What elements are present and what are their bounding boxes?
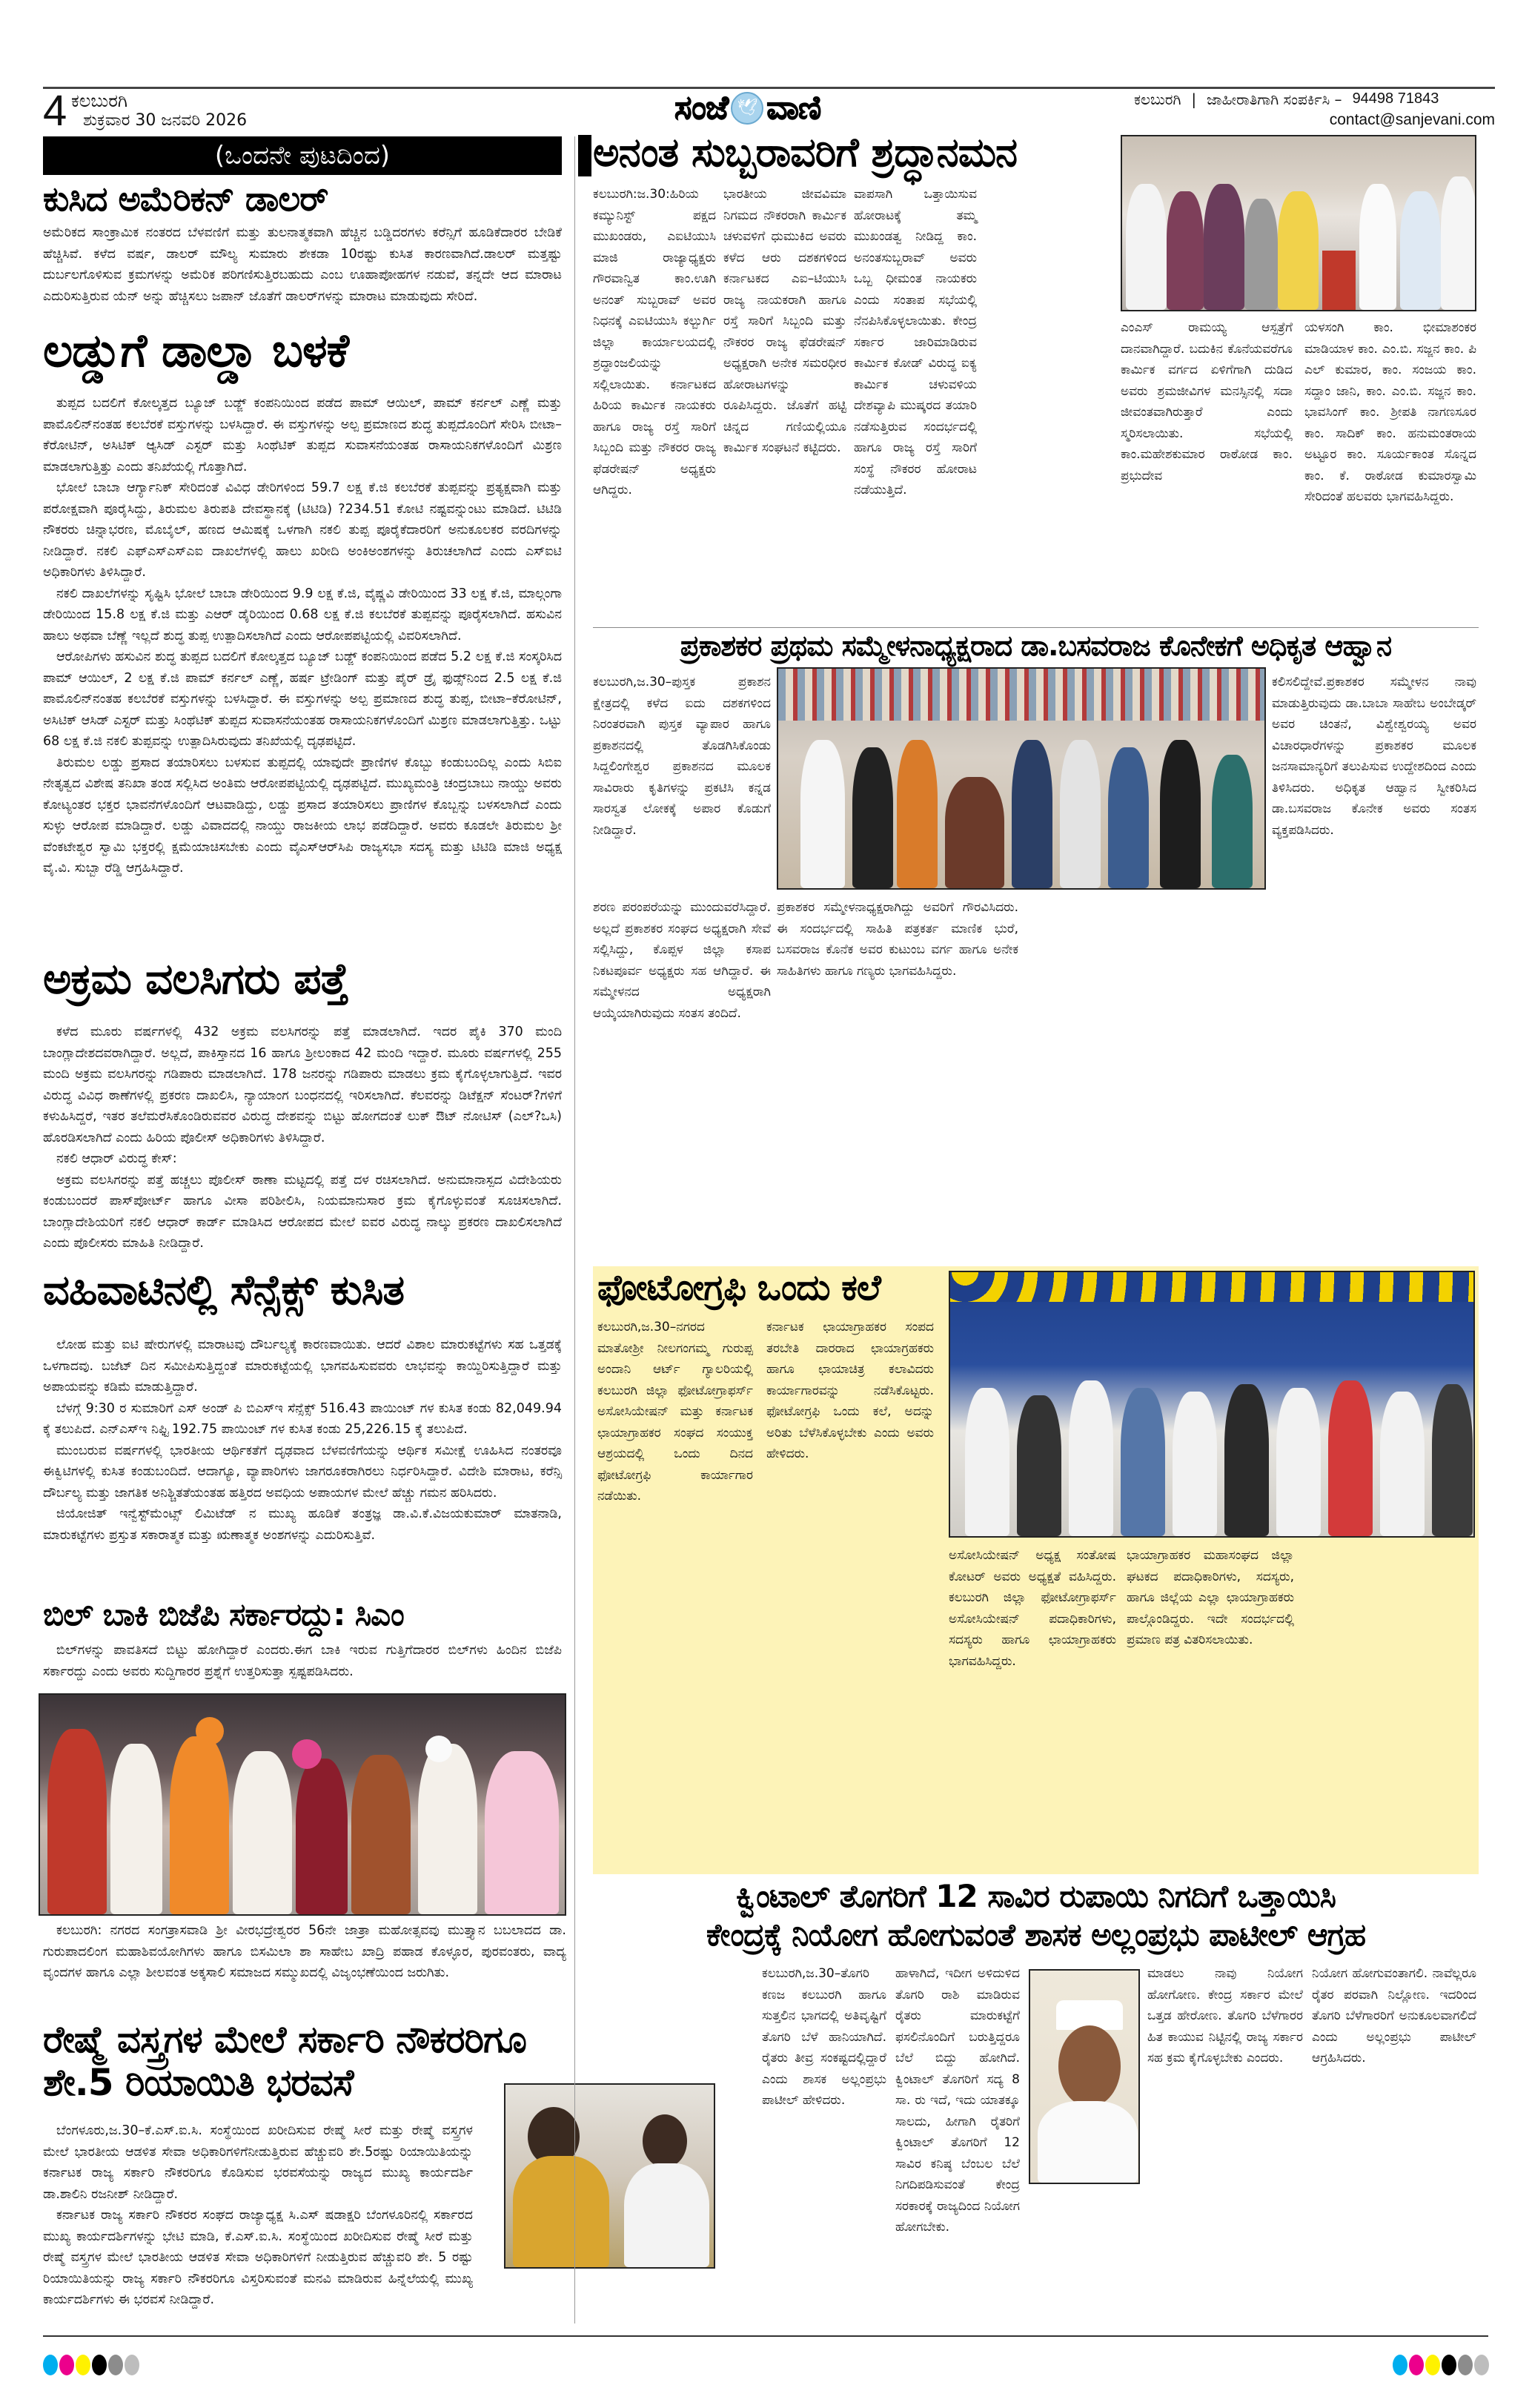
section-rule [593, 627, 1479, 628]
issue-date: ಶುಕ್ರವಾರ 30 ಜನವರಿ 2026 [83, 111, 248, 130]
migrants-p2: ಅಕ್ರಮ ವಲಸಿಗರನ್ನು ಪತ್ತೆ ಹಚ್ಚಲು ಪೊಲೀಸ್ ಠಾಣಾ ಮಟ್ಟದಲ್ಲಿ ಪತ್ತೆ ದಳ ರಚಿಸಲಾಗಿದೆ. ಅನುಮಾನಾಸ್ಪದ ವಿದೇಶಿಯರು ಕಂಡುಬಂದರೆ ಪಾಸ್‌ಪೋರ್ಟ್ ಹಾಗೂ ವೀಸಾ ಪರಿಶೀಲಿಸಿ, ನಿಯಮಾನುಸಾರ ಕ್ರಮ ಕೈಗೊಳ್ಳುವಂತೆ ಸೂಚಿಸಲಾಗಿದೆ. ಬಾಂಗ್ಲಾದೇಶಿಯರಿಗೆ ನಕಲಿ ಆಧಾರ್ ಕಾರ್ಡ್ ಮಾಡಿಸಿದ ಆರೋಪದ ಮೇಲೆ ಐವರ ವಿರುದ್ಧ ನಾಲ್ಕು ಪ್ರಕರಣ ದಾಖಲಿಸಲಾಗಿದೆ ಎಂದು ಪೊಲೀಸರು ಮಾಹಿತಿ ನೀಡಿದ್ದಾರೆ. [43, 1172, 562, 1251]
black-swatch [1442, 2355, 1456, 2375]
laddu-p2: ಭೋಲೆ ಬಾಬಾ ಆರ್ಗ್ಯಾನಿಕ್ ಸೇರಿದಂತೆ ವಿವಿಧ ಡೇರಿಗಳಿಂದ 59.7 ಲಕ್ಷ ಕೆ.ಜಿ ಕಲಬೆರಕೆ ತುಪ್ಪವನ್ನು ಪ್ರತ್ಯಕ್ಷವಾಗಿ ಮತ್ತು ಪರೋಕ್ಷವಾಗಿ ಪೂರೈಸಿದ್ದು, ತಿರುಮಲ ತಿರುಪತಿ ದೇವಸ್ಥಾನಕ್ಕೆ (ಟಿಟಿಡಿ) ?234.51 ಕೋಟಿ ನಷ್ಟವನ್ನುಂಟು ಮಾಡಿದೆ. ಟಿಟಿಡಿ ನೌಕರರು ಚಿನ್ನಾಭರಣ, ಮೊಬೈಲ್, ಹಣದ ಆಮಿಷಕ್ಕೆ ಒಳಗಾಗಿ ನಕಲಿ ತುಪ್ಪ ಪೂರೈಕೆದಾರರಿಗೆ ಅನುಕೂಲಕರ ವರದಿಗಳನ್ನು ನೀಡಿದ್ದಾರೆ. ನಕಲಿ ಎಫ್‌ಎಸ್‌ಎಸ್‌ಎಐ ದಾಖಲೆಗಳಲ್ಲಿ ಹಾಲು ಖರೀದಿ ಅಂಕಿಅಂಶಗಳನ್ನು ತಿರುಚಲಾಗಿದೆ ಎಂದು ಎಸ್‌ಐಟಿ ಅಧಿಕಾರಿಗಳು ತಿಳಿಸಿದ್ದಾರೆ. [43, 480, 562, 580]
publisher-col1: ಕಲಬುರಗಿ,ಜ.30–ಪುಸ್ತಕ ಪ್ರಕಾಶನ ಕ್ಷೇತ್ರದಲ್ಲಿ ಕಳೆದ ಐದು ದಶಕಗಳಿಂದ ನಿರಂತರವಾಗಿ ಪುಸ್ತಕ ವ್ಯಾಪಾರ ಹಾಗೂ ಪ್ರಕಾಶನದಲ್ಲಿ ತೊಡಗಿಸಿಕೊಂಡು ಸಿದ್ದಲಿಂಗೇಶ್ವರ ಪ್ರಕಾಶನದ ಮೂಲಕ ಸಾವಿರಾರು ಕೃತಿಗಳನ್ನು ಪ್ರಕಟಿಸಿ ಕನ್ನಡ ಸಾರಸ್ವತ ಲೋಕಕ್ಕೆ ಅಪಾರ ಕೊಡುಗೆ ನೀಡಿದ್ದಾರೆ. [593, 675, 771, 838]
migrants-subhead: ನಕಲಿ ಆಧಾರ್ ವಿರುದ್ಧ ಕೇಸ್: [56, 1151, 177, 1166]
laddu-p4: ಆರೋಪಿಗಳು ಹಸುವಿನ ಶುದ್ಧ ತುಪ್ಪದ ಬದಲಿಗೆ ಕೋಲ್ಕತ್ತದ ಬ್ಯೂಜ್ ಬಡ್ಜ್ ಕಂಪನಿಯಿಂದ ಪಡೆದ 5.2 ಲಕ್ಷ ಕೆ.ಜಿ ಸಂಸ್ಕರಿಸಿದ ಪಾಮ್ ಆಯಿಲ್, 2 ಲಕ್ಷ ಕೆ.ಜಿ ಪಾಮ್ ಕರ್ನಲ್ ಎಣ್ಣೆ, ಹರ್ಷ ಟ್ರೇಡಿಂಗ್ ಮತ್ತು ಪೈರ್ ಡ್ರೈ ಫುಡ್ಸ್‌ನಿಂದ 2.5 ಲಕ್ಷ ಕೆ.ಜಿ ಪಾಮೊಲಿನ್‌ನಂತಹ ಕಲಬೆರಕೆ ವಸ್ತುಗಳನ್ನು ಬಳಸಿದ್ದಾರೆ. ಈ ವಸ್ತುಗಳನ್ನು ಅಲ್ಪ ಪ್ರಮಾಣದ ಶುದ್ಧ ತುಪ್ಪ, ಬೀಟಾ–ಕೆರೋಟಿನ್, ಅಸಿಟಿಕ್ ಆಸಿಡ್ ಎಸ್ಟರ್ ಮತ್ತು ಸಿಂಥೆಟಿಕ್ ತುಪ್ಪದ ಸುವಾಸನೆಯಂತಹ ರಾಸಾಯನಿಕಗಳೊಂದಿಗೆ ಮಿಶ್ರಣ ಮಾಡಲಾಗುತ್ತಿತ್ತು. ಒಟ್ಟು 68 ಲಕ್ಷ ಕೆ.ಜಿ ನಕಲಿ ತುಪ್ಪವನ್ನು ಉತ್ಪಾದಿಸಿರುವುದು ತನಿಖೆಯಲ್ಲಿ ದೃಢಪಟ್ಟಿದೆ. [43, 649, 562, 749]
magenta-swatch [59, 2355, 74, 2375]
contact-bar [1134, 90, 1439, 108]
sensex-p2: ಬೆಳಗ್ಗೆ 9:30 ರ ಸುಮಾರಿಗೆ ಎಸ್ ಅಂಡ್ ಪಿ ಬಿಎಸ್‌ಇ ಸೆನ್ಸೆಕ್ಸ್ 516.43 ಪಾಯಿಂಟ್ ಗಳ ಕುಸಿತ ಕಂಡು 82,049.94 ಕ್ಕೆ ತಲುಪಿದೆ. ಎನ್‌ಎಸ್‌ಇ ನಿಫ್ಟಿ 192.75 ಪಾಯಿಂಟ್ ಗಳ ಕುಸಿತ ಕಂಡು 25,226.15 ಕ್ಕೆ ತಲುಪಿದೆ. [43, 1400, 562, 1437]
yellow-swatch [1425, 2355, 1440, 2375]
ananth-col5: ಯಳಸಂಗಿ ಕಾಂ. ಭೀಮಾಶಂಕರ ಮಾಡಿಯಾಳ ಕಾಂ. ಎಂ.ಬಿ. ಸಜ್ಜನ ಕಾಂ. ಪಿ ಎಲ್ ಕುಮಾರ, ಕಾಂ. ಸಂಜಯ ಕಾಂ. ಸದ್ದಾಂ ಜಾನಿ, ಕಾಂ. ಎಂ.ಬಿ. ಸಜ್ಜನ ಕಾಂ. ಭಾವಸಿಂಗ್ ಕಾಂ. ಶ್ರೀಪತಿ ನಾಗಣಸೂರ ಕಾಂ. ಸಾದಿಕ್ ಕಾಂ. ಹನುಮಂತರಾಯ ಅಟ್ಟೂರ ಕಾಂ. ಸೂರ್ಯಕಾಂತ ಸೊನ್ನದ ಕಾಂ. ಕೆ. ರಾಠೋಡ ಕುಮಾರಸ್ವಾಮಿ ಸೇರಿದಂತೆ ಹಲವರು ಭಾಗವಹಿಸಿದ್ದರು. [1304, 320, 1476, 504]
edition-city: ಕಲಬುರಗಿ [71, 90, 128, 111]
publisher-col2: ಶರಣ ಪರಂಪರೆಯನ್ನು ಮುಂದುವರೆಸಿದ್ದಾರೆ. ಅಲ್ಲದೆ ಪ್ರಕಾಶಕರ ಸಂಘದ ಅಧ್ಯಕ್ಷರಾಗಿ ಸೇವೆ ಸಲ್ಲಿಸಿದ್ದು, ಕೊಪ್ಪಳ ಜಿಲ್ಲಾ ಕಸಾಪ ನಿಕಟಪೂರ್ವ ಅಧ್ಯಕ್ಷರು ಸಹ ಆಗಿದ್ದಾರೆ. ಈ ಸಮ್ಮೇಳನದ ಅಧ್ಯಕ್ಷರಾಗಿ ಆಯ್ಕೆಯಾಗಿರುವುದು ಸಂತಸ ತಂದಿದೆ. [593, 900, 771, 1021]
togari-col2: ಹಾಳಾಗಿದೆ, ಇದೀಗ ಅಳಿದುಳಿದ ತೊಗರಿ ರಾಶಿ ಮಾಡಿರುವ ರೈತರು ಮಾರುಕಟ್ಟೆಗೆ ಫಸಲಿನೊಂದಿಗೆ ಬರುತ್ತಿದ್ದರೂ ಬೆಲೆ ಬಿದ್ದು ಹೋಗಿದೆ. ಕ್ವಿಂಟಾಲ್ ತೊಗರಿಗೆ ಸದ್ಯ 8 ಸಾ. ರು ಇದೆ, ಇದು ಯಾತಕ್ಕೂ ಸಾಲದು, ಹೀಗಾಗಿ ರೈತರಿಗೆ ಕ್ವಿಂಟಾಲ್ ತೊಗರಿಗೆ 12 ಸಾವಿರ ಕನಿಷ್ಠ ಬೆಂಬಲ ಬೆಲೆ ನಿಗದಿಪಡಿಸುವಂತೆ ಕೇಂದ್ರ ಸರಕಾರಕ್ಕೆ ರಾಜ್ಯದಿಂದ ನಿಯೋಗ ಹೋಗಬೇಕು. [895, 1966, 1020, 2235]
right-city: ಕಲಬುರಗಿ [1134, 90, 1181, 108]
black-swatch [92, 2355, 107, 2375]
newspaper-logo [674, 89, 820, 127]
officials-photo [504, 2083, 715, 2269]
laddu-p1: ತುಪ್ಪದ ಬದಲಿಗೆ ಕೋಲ್ಕತ್ತದ ಬ್ಯೂಜ್ ಬಡ್ಜ್ ಕಂಪನಿಯಿಂದ ಪಡೆದ ಪಾಮ್ ಆಯಿಲ್, ಪಾಮ್ ಕರ್ನಲ್ ಎಣ್ಣೆ ಮತ್ತು ಪಾಮೊಲಿನ್‌ನಂತಹ ಕಲಬೆರಕೆ ವಸ್ತುಗಳನ್ನು ಬಳಸಿದ್ದಾರೆ. ಈ ವಸ್ತುಗಳನ್ನು ಅಲ್ಪ ಪ್ರಮಾಣದ ಶುದ್ಧ ತುಪ್ಪದೊಂದಿಗೆ ಸೇರಿಸಿ ಬೀಟಾ–ಕೆರೋಟಿನ್, ಅಸಿಟಿಕ್ ಆ್ಯಸಿಡ್ ಎಸ್ಟರ್ ಮತ್ತು ಸಿಂಥೆಟಿಕ್ ತುಪ್ಪದ ಸುವಾಸನೆಯಂತಹ ರಾಸಾಯನಿಕಗಳೊಂದಿಗೆ ಮಿಶ್ರಣ ಮಾಡಲಾಗುತ್ತಿತ್ತು ಎಂದು ತನಿಖೆಯಲ್ಲಿ ಗೊತ್ತಾಗಿದೆ. [43, 396, 562, 474]
lightgray-swatch [1474, 2355, 1489, 2375]
gray-swatch [1458, 2355, 1473, 2375]
ananth-col3: ವಾಪಸಾಗಿ ಒತ್ತಾಯಿಸುವ ಹೋರಾಟಕ್ಕೆ ತಮ್ಮ ಮುಖಂಡತ್ವ ನೀಡಿದ್ದ ಕಾಂ. ಅನಂತಸುಬ್ಬರಾವ್ ಅವರು ಒಬ್ಬ ಧೀಮಂತ ನಾಯಕರು ಎಂದು ಸಂತಾಪ ಸಭೆಯಲ್ಲಿ ನೆನಪಿಸಿಕೊಳ್ಳಲಾಯಿತು. ಕೇಂದ್ರ ಸರ್ಕಾರ ಜಾರಿಮಾಡಿರುವ ಕಾರ್ಮಿಕ ಕೋಡ್ ವಿರುದ್ಧ ಐಕ್ಯ ಕಾರ್ಮಿಕ ಚಳುವಳಿಯ ದೇಶವ್ಯಾಪಿ ಮುಷ್ಕರದ ತಯಾರಿ ನಡೆಸುತ್ತಿರುವ ಸಂದರ್ಭದಲ್ಲಿ ಹಾಗೂ ರಾಜ್ಯ ರಸ್ತೆ ಸಾರಿಗೆ ಸಂಸ್ಥೆ ನೌಕರರ ಹೋರಾಟ ನಡೆಯುತ್ತಿದೆ. [854, 187, 977, 497]
ad-phone: 94498 71843 [1352, 90, 1439, 107]
publisher-photo [777, 667, 1266, 890]
dove-icon: 🕊 [731, 92, 763, 125]
togari-headline-line1: ಕ್ವಿಂಟಾಲ್ ತೊಗರಿಗೆ 12 ಸಾವಿರ ರುಪಾಯಿ ನಿಗದಿಗೆ ಒತ್ತಾಯಿಸಿ [736, 1878, 1336, 1914]
procession-caption: ಕಲಬುರಗಿ: ನಗರದ ಸಂಗತ್ರಾಸವಾಡಿ ಶ್ರೀ ವೀರಭದ್ರೇಶ್ವರರ 56ನೇ ಜಾತ್ರಾ ಮಹೋತ್ಸವವು ಮುತ್ತ್ಯಾನ ಬಬಲಾದದ ಡಾ. ಗುರುಪಾದಲಿಂಗ ಮಹಾಶಿವಯೋಗಿಗಳು ಹಾಗೂ ಬಿಸಮಿಲಾ ಶಾ ಸಾಹೇಬ ಖಾದ್ರಿ ಪಹಾಡ ಕೊಳ್ಳೂರ, ಪುರವಂತರು, ವಾದ್ಯ ವೃಂದಗಳ ಹಾಗೂ ಎಲ್ಲಾ ಶೀಲವಂತ ಅಕ್ಕಸಾಲಿ ಸಮಾಜದ ಸಮ್ಮುಖದಲ್ಲಿ ವಿಜೃಂಭಣೆಯಿಂದ ಜರುಗಿತು. [43, 1923, 566, 1980]
silk-story [43, 2120, 473, 2311]
sensex-story [43, 1334, 562, 1546]
bill-headline: ಬಿಲ್ ಬಾಕಿ ಬಿಜೆಪಿ ಸರ್ಕಾರದ್ದು: ಸಿಎಂ [43, 1596, 404, 1633]
headline-marker [578, 135, 591, 176]
continued-banner: (ಒಂದನೇ ಪುಟದಿಂದ) [43, 136, 562, 175]
contact-email[interactable]: contact@sanjevani.com [1329, 111, 1495, 128]
cyan-swatch [43, 2355, 58, 2375]
migrants-headline: ಅಕ್ರಮ ವಲಸಿಗರು ಪತ್ತೆ [43, 953, 348, 1004]
photography-col1: ಕಲಬುರಗಿ,ಜ.30–ನಗರದ ಮಾತೋಶ್ರೀ ನೀಲಗಂಗಮ್ಮ ಗುರುಪ್ಪ ಅಂದಾನಿ ಆರ್ಟ್ ಗ್ಯಾಲರಿಯಲ್ಲಿ ಕಲಬುರಗಿ ಜಿಲ್ಲಾ ಫೋಟೋಗ್ರಾಫರ್ಸ್ ಅಸೋಸಿಯೇಷನ್ ಮತ್ತು ಕರ್ನಾಟಕ ಛಾಯಾಗ್ರಾಹಕರ ಸಂಘದ ಸಂಯುಕ್ತ ಆಶ್ರಯದಲ್ಲಿ ಒಂದು ದಿನದ ಫೋಟೋಗ್ರಫಿ ಕಾರ್ಯಾಗಾರ ನಡೆಯಿತು. [597, 1320, 753, 1504]
ad-contact-label: ಜಾಹೀರಾತಿಗಾಗಿ ಸಂಪರ್ಕಿಸಿ – [1207, 90, 1342, 108]
photography-headline: ಫೋಟೋಗ್ರಫಿ ಒಂದು ಕಲೆ [597, 1267, 881, 1309]
logo-text-right: ವಾಣಿ [766, 89, 821, 127]
gray-swatch [108, 2355, 123, 2375]
laddu-p5: ತಿರುಮಲ ಲಡ್ಡು ಪ್ರಸಾದ ತಯಾರಿಸಲು ಬಳಸುವ ತುಪ್ಪದಲ್ಲಿ ಯಾವುದೇ ಪ್ರಾಣಿಗಳ ಕೊಬ್ಬು ಕಂಡುಬಂದಿಲ್ಲ ಎಂದು ಸಿಬಿಐ ನೇತೃತ್ವದ ವಿಶೇಷ ತನಿಖಾ ತಂಡ ಸಲ್ಲಿಸಿದ ಅಂತಿಮ ಆರೋಪಪಟ್ಟಿಯಲ್ಲಿ ದೃಢಪಟ್ಟಿದೆ. ಮುಖ್ಯಮಂತ್ರಿ ಚಂದ್ರಬಾಬು ನಾಯ್ಡು ಅವರು ಕೋಟ್ಯಂತರ ಭಕ್ತರ ಭಾವನೆಗಳೊಂದಿಗೆ ಆಟವಾಡಿದ್ದು, ಲಡ್ಡು ಪ್ರಸಾದ ತಯಾರಿಸಲು ಪ್ರಾಣಿಗಳ ಕೊಬ್ಬನ್ನು ಬಳಸಲಾಗಿದೆ ಎಂದು ಸುಳ್ಳು ಆರೋಪ ಮಾಡಿದ್ದಾರೆ. ಲಡ್ಡು ವಿವಾದದಲ್ಲಿ ನಾಯ್ಡು ರಾಜಕೀಯ ಲಾಭ ಪಡೆದಿದ್ದಾರೆ. ಅವರು ಕೂಡಲೇ ತಿರುಮಲ ಶ್ರೀ ವೆಂಕಟೇಶ್ವರ ಸ್ವಾಮಿ ಭಕ್ತರಲ್ಲಿ ಕ್ಷಮೆಯಾಚಿಸಬೇಕು ಎಂದು ವೈಎಸ್‌ಆರ್‌ಸಿಪಿ ರಾಜ್ಯಸಭಾ ಸದಸ್ಯ ಮತ್ತು ಟಿಟಿಡಿ ಮಾಜಿ ಅಧ್ಯಕ್ಷ ವೈ.ವಿ. ಸುಬ್ಬಾ ರೆಡ್ಡಿ ಆಗ್ರಹಿಸಿದ್ದಾರೆ. [43, 755, 562, 876]
togari-headline-line2: ಕೇಂದ್ರಕ್ಕೆ ನಿಯೋಗ ಹೋಗುವಂತೆ ಶಾಸಕ ಅಲ್ಲಂಪ್ರಭು ಪಾಟೀಲ್ ಆಗ್ರಹ [706, 1916, 1366, 1953]
laddu-story [43, 393, 562, 879]
tribute-photo [1121, 135, 1476, 311]
migrants-p1: ಕಳೆದ ಮೂರು ವರ್ಷಗಳಲ್ಲಿ 432 ಅಕ್ರಮ ವಲಸಿಗರನ್ನು ಪತ್ತೆ ಮಾಡಲಾಗಿದೆ. ಇದರ ಪೈಕಿ 370 ಮಂದಿ ಬಾಂಗ್ಲಾದೇಶದವರಾಗಿದ್ದಾರೆ. ಅಲ್ಲದೆ, ಪಾಕಿಸ್ತಾನದ 16 ಹಾಗೂ ಶ್ರೀಲಂಕಾದ 42 ಮಂದಿ ಇದ್ದಾರೆ. ಮೂರು ವರ್ಷಗಳಲ್ಲಿ 255 ಮಂದಿ ಅಕ್ರಮ ವಲಸಿಗರನ್ನು ಗಡಿಪಾರು ಮಾಡಲಾಗಿದೆ. 178 ಜನರನ್ನು ಗಡಿಪಾರು ಮಾಡಲು ಕ್ರಮ ಕೈಗೊಳ್ಳಲಾಗುತ್ತಿದೆ. ಇವರ ವಿರುದ್ಧ ವಿವಿಧ ಠಾಣೆಗಳಲ್ಲಿ ಪ್ರಕರಣ ದಾಖಲಿಸಿ, ನ್ಯಾಯಾಂಗ ಬಂಧನದಲ್ಲಿ ಇರಿಸಲಾಗಿದೆ. ಕೆಲವರನ್ನು ಡಿಟೆಕ್ಷನ್ ಸೆಂಟರ್?ಗಳಿಗೆ ಕಳುಹಿಸಿದ್ದರೆ, ಇತರ ತಲೆಮರೆಸಿಕೊಂಡಿರುವವರ ವಿರುದ್ಧ ದೇಶವನ್ನು ಬಿಟ್ಟು ಹೋಗದಂತೆ ಲುಕ್ ಔಟ್ ನೋಟಿಸ್ (ಎಲ್?ಒಸಿ) ಹೊರಡಿಸಲಾಗಿದೆ ಎಂದು ಹಿರಿಯ ಪೊಲೀಸ್ ಅಧಿಕಾರಿಗಳು ತಿಳಿಸಿದ್ದಾರೆ. [43, 1025, 562, 1145]
ananth-col1: ಕಲಬುರಗಿ:ಜ.30:ಹಿರಿಯ ಕಮ್ಯುನಿಸ್ಟ್ ಪಕ್ಷದ ಮುಖಂಡರು, ಎಐಟಿಯುಸಿ ಮಾಜಿ ರಾಜ್ಯಾಧ್ಯಕ್ಷರು ಗೌರವಾನ್ವಿತ ಕಾಂ.ಊಗಿ ಅನಂತ್ ಸುಬ್ಬರಾವ್ ಅವರ ನಿಧನಕ್ಕೆ ಎಐಟಿಯುಸಿ ಕಲ್ಬುರ್ಗಿ ಜಿಲ್ಲಾ ಕಾರ್ಯಾಲಯದಲ್ಲಿ ಶ್ರದ್ಧಾಂಜಲಿಯನ್ನು ಸಲ್ಲಿಲಾಯಿತು. ಕರ್ನಾಟಕದ ಹಿರಿಯ ಕಾರ್ಮಿಕ ನಾಯಕರು ಹಾಗೂ ರಾಜ್ಯ ರಸ್ತೆ ಸಾರಿಗೆ ಸಿಬ್ಬಂದಿ ಮತ್ತು ನೌಕರರ ರಾಜ್ಯ ಫೆಡರೇಷನ್ ಅಧ್ಯಕ್ಷರು ಆಗಿದ್ದರು. [593, 187, 716, 497]
togari-col4: ನಿಯೋಗ ಹೋಗುವಂತಾಗಲಿ. ನಾವೆಲ್ಲರೂ ರೈತರ ಪರವಾಗಿ ನಿಲ್ಲೋಣ. ಇದರಿಂದ ತೊಗರಿ ಬೆಳೆಗಾರರಿಗೆ ಅನುಕೂಲವಾಗಲಿದೆ ಎಂದು ಅಲ್ಲಂಪ್ರಭು ಪಾಟೀಲ್ ಆಗ್ರಹಿಸಿದರು. [1312, 1966, 1476, 2065]
dollar-headline: ಕುಸಿದ ಅಮೆರಿಕನ್ ಡಾಲರ್ [43, 179, 328, 219]
mla-photo [1029, 1969, 1140, 2184]
cmyk-registration-right [1393, 2355, 1489, 2375]
ananth-col4: ಎಂಎಸ್ ರಾಮಯ್ಯ ಆಸ್ಪತ್ರೆಗೆ ದಾನವಾಗಿದ್ದಾರೆ. ಬದುಕಿನ ಕೊನೆಯವರೆಗೂ ಕಾರ್ಮಿಕ ವರ್ಗದ ಏಳಿಗೆಗಾಗಿ ದುಡಿದ ಅವರು ಶ್ರಮಜೀವಿಗಳ ಮನಸ್ಸಿನಲ್ಲಿ ಸದಾ ಜೀವಂತವಾಗಿರುತ್ತಾರೆ ಎಂದು ಸ್ಮರಿಸಲಾಯಿತು. ಸಭೆಯಲ್ಲಿ ಕಾಂ.ಮಹೇಶಕುಮಾರ ರಾಠೋಡ ಕಾಂ. ಪ್ರಭುದೇವ [1121, 320, 1293, 483]
sensex-p1: ಲೋಹ ಮತ್ತು ಐಟಿ ಷೇರುಗಳಲ್ಲಿ ಮಾರಾಟವು ದೌರ್ಬಲ್ಯಕ್ಕೆ ಕಾರಣವಾಯಿತು. ಆದರೆ ವಿಶಾಲ ಮಾರುಕಟ್ಟೆಗಳು ಸಹ ಒತ್ತಡಕ್ಕೆ ಒಳಗಾದವು. ಬಜೆಟ್ ದಿನ ಸಮೀಪಿಸುತ್ತಿದ್ದಂತೆ ಮಾರುಕಟ್ಟೆಯಲ್ಲಿ ಭಾಗವಹಿಸುವವರು ಲಾಭವನ್ನು ಕಾಯ್ದಿರಿಸುತ್ತಿದ್ದಾರೆ ಮತ್ತು ಅಪಾಯವನ್ನು ಕಡಿಮೆ ಮಾಡುತ್ತಿದ್ದಾರೆ. [43, 1337, 562, 1395]
photography-col2: ಕರ್ನಾಟಕ ಛಾಯಾಗ್ರಾಹಕರ ಸಂಪದ ತರಬೇತಿ ದಾರರಾದ ಛಾಯಾಗ್ರಹಕರು ಹಾಗೂ ಛಾಯಾಚಿತ್ರ ಕಲಾವಿದರು ಕಾರ್ಯಾಗಾರವನ್ನು ನಡೆಸಿಕೊಟ್ಟರು. ಫೋಟೋಗ್ರಫಿ ಒಂದು ಕಲೆ, ಅದನ್ನು ಅರಿತು ಬೆಳೆಸಿಕೊಳ್ಳಬೇಕು ಎಂದು ಅವರು ಹೇಳಿದರು. [766, 1320, 934, 1461]
workshop-photo [949, 1271, 1475, 1538]
footer-rule [43, 2335, 1488, 2337]
photography-col3: ಅಸೋಸಿಯೇಷನ್ ಅಧ್ಯಕ್ಷ ಸಂತೋಷ ಕೋಟರ್ ಅವರು ಅಧ್ಯಕ್ಷತೆ ವಹಿಸಿದ್ದರು. ಕಲಬುರಗಿ ಜಿಲ್ಲಾ ಫೋಟೋಗ್ರಾಫರ್ಸ್ ಅಸೋಸಿಯೇಷನ್ ಪದಾಧಿಕಾರಿಗಳು, ಸದಸ್ಯರು ಹಾಗೂ ಛಾಯಾಗ್ರಾಹಕರು ಭಾಗವಹಿಸಿದ್ದರು. [949, 1548, 1116, 1669]
silk-p1: ಬೆಂಗಳೂರು,ಜ.30–ಕೆ.ಎಸ್.ಐ.ಸಿ. ಸಂಸ್ಥೆಯಿಂದ ಖರೀದಿಸುವ ರೇಷ್ಮೆ ಸೀರೆ ಮತ್ತು ರೇಷ್ಮೆ ವಸ್ತ್ರಗಳ ಮೇಲೆ ಭಾರತೀಯ ಆಡಳಿತ ಸೇವಾ ಅಧಿಕಾರಿಗಳಿಗೆನೀಡುತ್ತಿರುವ ಹೆಚ್ಚುವರಿ ಶೇ.5ರಷ್ಟು ರಿಯಾಯಿತಿಯನ್ನು ಕರ್ನಾಟಕ ರಾಜ್ಯ ಸರ್ಕಾರಿ ನೌಕರರಿಗೂ ಕೊಡಿಸುವ ಭರವಸೆಯನ್ನು ರಾಜ್ಯದ ಮುಖ್ಯ ಕಾರ್ಯದರ್ಶಿ ಡಾ.ಶಾಲಿನಿ ರಜನೀಶ್ ನೀಡಿದ್ದಾರೆ. [43, 2123, 473, 2202]
cmyk-registration-left [43, 2355, 139, 2375]
magenta-swatch [1409, 2355, 1424, 2375]
sensex-p3: ಮುಂಬರುವ ವರ್ಷಗಳಲ್ಲಿ ಭಾರತೀಯ ಆರ್ಥಿಕತೆಗೆ ದೃಢವಾದ ಬೆಳವಣಿಗೆಯನ್ನು ಆರ್ಥಿಕ ಸಮೀಕ್ಷೆ ಊಹಿಸಿದ ನಂತರವೂ ಈಕ್ವಿಟಿಗಳಲ್ಲಿ ಕುಸಿತ ಕಂಡುಬಂದಿದೆ. ಆದಾಗ್ಯೂ, ವ್ಯಾಪಾರಿಗಳು ಜಾಗರೂಕರಾಗಿರಲು ನಿರ್ಧರಿಸಿದ್ದಾರೆ. ವಿದೇಶಿ ಮಾರಾಟ, ಕರೆನ್ಸಿ ದೌರ್ಬಲ್ಯ ಮತ್ತು ಜಾಗತಿಕ ಅನಿಶ್ಚಿತತೆಯಂತಹ ಹತ್ತಿರದ ಅವಧಿಯ ಅಪಾಯಗಳ ಮೇಲೆ ಹೆಚ್ಚು ಗಮನ ಹರಿಸಿದರು. [43, 1443, 562, 1501]
logo-text-left: ಸಂಜೆ [674, 89, 729, 127]
bill-body: ಬಿಲ್‌ಗಳನ್ನು ಪಾವತಿಸದೆ ಬಿಟ್ಟು ಹೋಗಿದ್ದಾರೆ ಎಂದರು.ಈಗ ಬಾಕಿ ಇರುವ ಗುತ್ತಿಗೆದಾರರ ಬಿಲ್‌ಗಳು ಹಿಂದಿನ ಬಿಜೆಪಿ ಸರ್ಕಾರದ್ದು ಎಂದು ಅವರು ಸುದ್ದಿಗಾರರ ಪ್ರಶ್ನೆಗೆ ಉತ್ತರಿಸುತ್ತಾ ಸ್ಪಷ್ಟಪಡಿಸಿದರು. [43, 1643, 562, 1679]
ananth-col2: ಭಾರತೀಯ ಜೀವವಿಮಾ ನಿಗಮದ ನೌಕರರಾಗಿ ಕಾರ್ಮಿಕ ಚಳುವಳಿಗೆ ಧುಮುಕಿದ ಅವರು ಕಳೆದ ಆರು ದಶಕಗಳಿಂದ ಕರ್ನಾಟಕದ ಎಐ–ಟಿಯುಸಿ ರಾಜ್ಯ ನಾಯಕರಾಗಿ ಹಾಗೂ ರಸ್ತೆ ಸಾರಿಗೆ ಸಿಬ್ಬಂದಿ ಮತ್ತು ನೌಕರರ ರಾಜ್ಯ ಫೆಡರೇಷನ್ ಅಧ್ಯಕ್ಷರಾಗಿ ಅನೇಕ ಸಮರಧೀರ ಹೋರಾಟಗಳನ್ನು ರೂಪಿಸಿದ್ದರು. ಜೊತೆಗೆ ಹಟ್ಟಿ ಚಿನ್ನದ ಗಣಿಯಲ್ಲಿಯೂ ಕಾರ್ಮಿಕ ಸಂಘಟನೆ ಕಟ್ಟಿದರು. [723, 187, 846, 455]
separator: | [1191, 90, 1197, 108]
procession-photo [39, 1693, 566, 1916]
publisher-col3: ಪ್ರಕಾಶಕರ ಸಮ್ಮೇಳನಾಧ್ಯಕ್ಷರಾಗಿದ್ದು ಅವರಿಗೆ ಗೌರವಿಸಿದರು. ಈ ಸಂದರ್ಭದಲ್ಲಿ ಸಾಹಿತಿ ಪತ್ರಕರ್ತ ಮಾಣಿಕ ಭುರೆ, ಬಸವರಾಜ ಕೊನೆಕ ಅವರ ಕುಟುಂಬ ವರ್ಗ ಹಾಗೂ ಅನೇಕ ಸಾಹಿತಿಗಳು ಹಾಗೂ ಗಣ್ಯರು ಭಾಗವಹಿಸಿದ್ದರು. [777, 900, 1018, 979]
laddu-p3: ನಕಲಿ ದಾಖಲೆಗಳನ್ನು ಸೃಷ್ಟಿಸಿ ಭೋಲೆ ಬಾಬಾ ಡೇರಿಯಿಂದ 9.9 ಲಕ್ಷ ಕೆ.ಜಿ, ವೈಷ್ಣವಿ ಡೇರಿಯಿಂದ 33 ಲಕ್ಷ ಕೆ.ಜಿ, ಮಾಲ್ಗಂಗಾ ಡೇರಿಯಿಂದ 15.8 ಲಕ್ಷ ಕೆ.ಜಿ ಮತ್ತು ಎಆರ್ ಡೈರಿಯಿಂದ 0.68 ಲಕ್ಷ ಕೆ.ಜಿ ಕಲಬೆರಕೆ ತುಪ್ಪವನ್ನು ಪೂರೈಸಲಾಗಿದೆ. ಹಸುವಿನ ಹಾಲು ಅಥವಾ ಬೆಣ್ಣೆ ಇಲ್ಲದೆ ಶುದ್ಧ ತುಪ್ಪ ಉತ್ಪಾದಿಸಲಾಗಿದೆ ಎಂದು ಆರೋಪಪಟ್ಟಿಯಲ್ಲಿ ವಿವರಿಸಲಾಗಿದೆ. [43, 586, 562, 644]
cyan-swatch [1393, 2355, 1407, 2375]
page-number: 4 [43, 87, 67, 135]
ananth-headline: ಅನಂತ ಸುಬ್ಬರಾವರಿಗೆ ಶ್ರದ್ಧಾನಮನ [593, 129, 1018, 176]
laddu-headline: ಲಡ್ಡುಗೆ ಡಾಲ್ಡಾ ಬಳಕೆ [43, 323, 349, 377]
silk-p2: ಕರ್ನಾಟಕ ರಾಜ್ಯ ಸರ್ಕಾರಿ ನೌಕರರ ಸಂಘದ ರಾಜ್ಯಾಧ್ಯಕ್ಷ ಸಿ.ಎಸ್ ಷಡಾಕ್ಷರಿ ಬೆಂಗಳೂರಿನಲ್ಲಿ ಸರ್ಕಾರದ ಮುಖ್ಯ ಕಾರ್ಯದರ್ಶಿಗಳನ್ನು ಭೇಟಿ ಮಾಡಿ, ಕೆ.ಎಸ್.ಐ.ಸಿ. ಸಂಸ್ಥೆಯಿಂದ ಖರೀದಿಸುವ ರೇಷ್ಮೆ ಸೀರೆ ಮತ್ತು ರೇಷ್ಮೆ ವಸ್ತ್ರಗಳ ಮೇಲೆ ಭಾರತೀಯ ಆಡಳಿತ ಸೇವಾ ಅಧಿಕಾರಿಗಳಿಗೆ ನೀಡುತ್ತಿರುವ ಹೆಚ್ಚುವರಿ ಶೇ. 5 ರಷ್ಟು ರಿಯಾಯಿತಿಯನ್ನು ರಾಜ್ಯ ಸರ್ಕಾರಿ ನೌಕರರಿಗೂ ವಿಸ್ತರಿಸುವಂತೆ ಮನವಿ ಮಾಡಿರುವ ಹಿನ್ನೆಲೆಯಲ್ಲಿ ಮುಖ್ಯ ಕಾರ್ಯದರ್ಶಿಗಳು ಈ ಭರವಸೆ ನೀಡಿದ್ದಾರೆ. [43, 2208, 473, 2307]
silk-headline: ರೇಷ್ಮೆ ವಸ್ತ್ರಗಳ ಮೇಲೆ ಸರ್ಕಾರಿ ನೌಕರರಿಗೂ ಶೇ.5 ರಿಯಾಯಿತಿ ಭರವಸೆ [43, 2018, 526, 2104]
togari-col3: ಮಾಡಲು ನಾವು ನಿಯೋಗ ಹೋಗೋಣ. ಕೇಂದ್ರ ಸರ್ಕಾರ ಮೇಲೆ ಒತ್ತಡ ಹೇರೋಣ. ತೊಗರಿ ಬೆಳೆಗಾರರ ಹಿತ ಕಾಯುವ ನಿಟ್ಟಿನಲ್ಲಿ ರಾಜ್ಯ ಸರ್ಕಾರ ಸಹ ಕ್ರಮ ಕೈಗೊಳ್ಳಬೇಕು ಎಂದರು. [1147, 1966, 1303, 2065]
togari-col1: ಕಲಬುರಗಿ,ಜ.30–ತೊಗರಿ ಕಣಜ ಕಲಬುರಗಿ ಹಾಗೂ ಸುತ್ತಲಿನ ಭಾಗದಲ್ಲಿ ಅತಿವೃಷ್ಟಿಗೆ ತೊಗರಿ ಬೆಳೆ ಹಾನಿಯಾಗಿದೆ. ರೈತರು ತೀವ್ರ ಸಂಕಷ್ಟದಲ್ಲಿದ್ದಾರೆ ಎಂದು ಶಾಸಕ ಅಲ್ಲಂಪ್ರಭು ಪಾಟೀಲ್ ಹೇಳಿದರು. [762, 1966, 886, 2108]
yellow-swatch [76, 2355, 90, 2375]
publisher-col4: ಕಲಿಸಲಿದ್ದೇವೆ.ಪ್ರಕಾಶಕರ ಸಮ್ಮೇಳನ ನಾವು ಮಾಡುತ್ತಿರುವುದು ಡಾ.ಬಾಬಾ ಸಾಹೇಬ ಅಂಬೇಡ್ಕರ್ ಅವರ ಚಿಂತನೆ, ವಿಶ್ವೇಶ್ವರಯ್ಯ ಅವರ ವಿಚಾರಧಾರೆಗಳನ್ನು ಪ್ರಕಾಶಕರ ಮೂಲಕ ಜನಸಾಮಾನ್ಯರಿಗೆ ತಲುಪಿಸುವ ಉದ್ದೇಶದಿಂದ ಎಂದು ತಿಳಿಸಿದರು. ಅಧಿಕೃತ ಆಹ್ವಾನ ಸ್ವೀಕರಿಸಿದ ಡಾ.ಬಸವರಾಜ ಕೊನೇಕ ಅವರು ಸಂತಸ ವ್ಯಕ್ತಪಡಿಸಿದರು. [1272, 675, 1476, 838]
dollar-body: ಅಮೆರಿಕದ ಸಾಂಕ್ರಾಮಿಕ ನಂತರದ ಬೆಳವಣಿಗೆ ಮತ್ತು ತುಲನಾತ್ಮಕವಾಗಿ ಹೆಚ್ಚಿನ ಬಡ್ಡಿದರಗಳು ಕರೆನ್ಸಿಗೆ ಹೂಡಿಕೆದಾರರ ಬೇಡಿಕೆ ಹೆಚ್ಚಿಸಿವೆ. ಕಳೆದ ವರ್ಷ, ಡಾಲರ್ ಮೌಲ್ಯ ಸುಮಾರು ಶೇಕಡಾ 10ರಷ್ಟು ಕುಸಿತ ಕಾರಣವಾಗಿದೆ.ಡಾಲರ್ ಮತ್ತಷ್ಟು ದುರ್ಬಲಗೊಳಿಸುವ ಕ್ರಮಗಳನ್ನು ಅಮೆರಿಕ ಪರಿಗಣಿಸುತ್ತಿರಬಹುದು ಎಂಬ ಊಹಾಪೋಹಗಳ ನಡುವೆ, ತನ್ನದೇ ಆದ ಮಾರಾಟ ಎದುರಿಸುತ್ತಿರುವ ಯೆನ್ ಅನ್ನು ಹೆಚ್ಚಿಸಲು ಜಪಾನ್ ಜೊತೆಗೆ ಡಾಲರ್‌ಗಳನ್ನು ಮಾರಾಟ ಮಾಡುವುದು ಸೇರಿದೆ. [43, 225, 562, 304]
publisher-headline: ಪ್ರಕಾಶಕರ ಪ್ರಥಮ ಸಮ್ಮೇಳನಾಧ್ಯಕ್ಷರಾದ ಡಾ.ಬಸವರಾಜ ಕೊನೇಕಗೆ ಅಧಿಕೃತ ಆಹ್ವಾನ [680, 629, 1392, 662]
sensex-headline: ವಹಿವಾಟಿನಲ್ಲಿ ಸೆನ್ಸೆಕ್ಸ್ ಕುಸಿತ [43, 1266, 405, 1314]
migrants-story [43, 1022, 562, 1254]
column-divider [574, 136, 575, 2323]
sensex-p4: ಜಿಯೋಜಿತ್ ಇನ್ವೆಸ್ಟ್‌ಮೆಂಟ್ಸ್ ಲಿಮಿಟೆಡ್ ನ ಮುಖ್ಯ ಹೂಡಿಕೆ ತಂತ್ರಜ್ಞ ಡಾ.ವಿ.ಕೆ.ವಿಜಯಕುಮಾರ್ ಮಾತನಾಡಿ, ಮಾರುಕಟ್ಟೆಗಳು ಪ್ರಸ್ತುತ ಸಕಾರಾತ್ಮಕ ಮತ್ತು ಋಣಾತ್ಮಕ ಅಂಶಗಳನ್ನು ಎದುರಿಸುತ್ತಿವೆ. [43, 1506, 562, 1543]
photography-col4: ಭಾಯಾಗ್ರಾಹಕರ ಮಹಾಸಂಘದ ಜಿಲ್ಲಾ ಘಟಕದ ಪದಾಧಿಕಾರಿಗಳು, ಸದಸ್ಯರು, ಹಾಗೂ ಜಿಲ್ಲೆಯ ಎಲ್ಲಾ ಛಾಯಾಗ್ರಾಹಕರು ಪಾಲ್ಗೊಂಡಿದ್ದರು. ಇದೇ ಸಂದರ್ಭದಲ್ಲಿ ಪ್ರಮಾಣ ಪತ್ರ ವಿತರಿಸಲಾಯಿತು. [1127, 1548, 1294, 1647]
lightgray-swatch [125, 2355, 139, 2375]
